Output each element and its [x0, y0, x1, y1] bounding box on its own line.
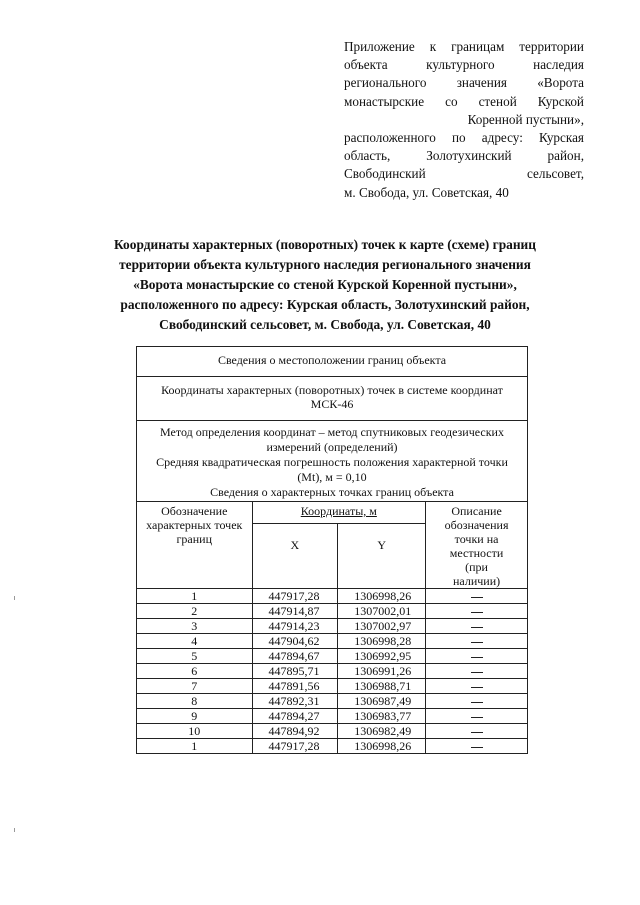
point-cell: 8 — [137, 694, 253, 709]
desc-cell — [426, 694, 528, 709]
x-cell: 447891,56 — [252, 679, 338, 694]
desc-cell — [426, 589, 528, 604]
appendix-line: объекта культурного наследия — [344, 57, 584, 73]
x-cell: 447892,31 — [252, 694, 338, 709]
appendix-line: расположенного по адресу: Курская — [344, 130, 584, 146]
method-line: Метод определения координат – метод спутниковых геодезических — [160, 425, 504, 439]
table-row — [137, 739, 528, 754]
x-cell: 447895,71 — [252, 664, 338, 679]
table-row — [137, 724, 528, 739]
table-row — [137, 709, 528, 724]
x-cell: 447904,62 — [252, 634, 338, 649]
y-cell: 1306992,95 — [338, 649, 426, 664]
appendix-line: область, Золотухинский район, — [344, 148, 584, 164]
appendix-line: Приложение к границам территории — [344, 39, 584, 54]
point-cell: 9 — [137, 709, 253, 724]
x-cell: 447917,28 — [252, 589, 338, 604]
document-heading — [40, 235, 610, 335]
col-coords-label: Координаты, м — [300, 504, 377, 518]
dash-mark — [471, 597, 483, 598]
section-location-row — [137, 347, 528, 377]
dash-mark — [471, 702, 483, 703]
dash-mark — [471, 717, 483, 718]
table-row — [137, 649, 528, 664]
x-cell: 447894,27 — [252, 709, 338, 724]
method-line: измерений (определений) — [266, 440, 398, 454]
accuracy-line: Средняя квадратическая погрешность положения характерной точки — [156, 455, 508, 469]
point-cell: 7 — [137, 679, 253, 694]
table-row — [137, 634, 528, 649]
heading-line: «Ворота монастырские со стеной Курской Коренной пустыни», — [133, 277, 517, 292]
section-system-row — [137, 377, 528, 421]
appendix-line: Коренной пустыни», — [467, 111, 584, 127]
point-cell: 6 — [137, 664, 253, 679]
points-info-line: Сведения о характерных точках границ объекта — [210, 485, 454, 499]
x-cell: 447894,67 — [252, 649, 338, 664]
y-cell: 1306988,71 — [338, 679, 426, 694]
point-cell: 1 — [137, 739, 253, 754]
dash-mark — [471, 687, 483, 688]
dash-mark — [471, 657, 483, 658]
appendix-line: м. Свобода, ул. Советская, 40 — [344, 184, 509, 200]
desc-cell — [426, 619, 528, 634]
col-point-header: Обозначение характерных точек границ — [137, 502, 253, 589]
col-y-header: Y — [338, 524, 426, 589]
y-cell: 1306983,77 — [338, 709, 426, 724]
col-desc-header: Описание обозначения точки на местности (при наличии) — [426, 502, 528, 589]
column-header-row — [137, 502, 528, 524]
table-row — [137, 604, 528, 619]
point-cell: 2 — [137, 604, 253, 619]
accuracy-line: (Mt), м = 0,10 — [297, 470, 367, 484]
section-system-cell — [137, 377, 528, 421]
section-system-line: МСК-46 — [310, 397, 354, 411]
table-row — [137, 664, 528, 679]
appendix-note — [344, 38, 584, 202]
method-cell — [137, 421, 528, 502]
margin-tick — [14, 828, 15, 832]
y-cell: 1306998,28 — [338, 634, 426, 649]
coordinates-table — [136, 346, 528, 754]
desc-cell — [426, 604, 528, 619]
point-cell: 5 — [137, 649, 253, 664]
dash-mark — [471, 672, 483, 673]
appendix-line: Свободинский сельсовет, — [344, 166, 584, 182]
table-row — [137, 619, 528, 634]
col-x-header: X — [252, 524, 338, 589]
dash-mark — [471, 642, 483, 643]
desc-cell — [426, 649, 528, 664]
method-row — [137, 421, 528, 502]
dash-mark — [471, 627, 483, 628]
heading-line: Координаты характерных (поворотных) точек к карте (схеме) границ — [114, 237, 536, 252]
table-row — [137, 589, 528, 604]
appendix-line: регионального значения «Ворота — [344, 75, 584, 91]
y-cell: 1307002,97 — [338, 619, 426, 634]
point-cell: 3 — [137, 619, 253, 634]
dash-mark — [471, 732, 483, 733]
desc-cell — [426, 724, 528, 739]
margin-tick — [14, 596, 15, 600]
heading-line: территории объекта культурного наследия регионального значения — [119, 257, 531, 272]
table-row — [137, 679, 528, 694]
y-cell: 1306998,26 — [338, 739, 426, 754]
section-location-cell: Сведения о местоположении границ объекта — [137, 347, 528, 377]
desc-cell — [426, 664, 528, 679]
col-coords-header — [252, 502, 426, 524]
x-cell: 447914,87 — [252, 604, 338, 619]
table-row — [137, 694, 528, 709]
heading-line: расположенного по адресу: Курская область, Золотухинский район, — [120, 297, 530, 312]
y-cell: 1306991,26 — [338, 664, 426, 679]
desc-cell — [426, 709, 528, 724]
y-cell: 1307002,01 — [338, 604, 426, 619]
heading-line: Свободинский сельсовет, м. Свобода, ул. Советская, 40 — [159, 317, 491, 332]
desc-cell — [426, 634, 528, 649]
dash-mark — [471, 612, 483, 613]
x-cell: 447894,92 — [252, 724, 338, 739]
x-cell: 447917,28 — [252, 739, 338, 754]
y-cell: 1306987,49 — [338, 694, 426, 709]
desc-cell — [426, 739, 528, 754]
point-cell: 10 — [137, 724, 253, 739]
y-cell: 1306998,26 — [338, 589, 426, 604]
x-cell: 447914,23 — [252, 619, 338, 634]
point-cell: 1 — [137, 589, 253, 604]
appendix-line: монастырские со стеной Курской — [344, 93, 584, 109]
desc-cell — [426, 679, 528, 694]
dash-mark — [471, 747, 483, 748]
point-cell: 4 — [137, 634, 253, 649]
y-cell: 1306982,49 — [338, 724, 426, 739]
section-system-line: Координаты характерных (поворотных) точек в системе координат — [161, 383, 503, 397]
